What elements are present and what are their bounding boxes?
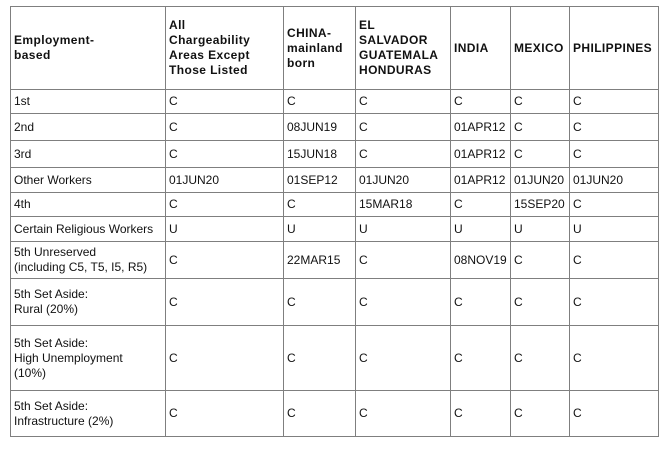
- header-india: INDIA: [451, 7, 511, 90]
- row-category: 2nd: [11, 114, 166, 141]
- cell-mexico: C: [511, 114, 570, 141]
- row-category: Certain Religious Workers: [11, 217, 166, 242]
- cell-mexico: 01JUN20: [511, 168, 570, 193]
- cell-el-salvador-guatemala-honduras: C: [356, 242, 451, 279]
- table-row: [11, 141, 659, 168]
- row-category: 5th Set Aside: High Unemployment (10%): [11, 326, 166, 391]
- cell-el-salvador-guatemala-honduras: C: [356, 141, 451, 168]
- row-category: Other Workers: [11, 168, 166, 193]
- table-row: [11, 217, 659, 242]
- cell-india: C: [451, 90, 511, 114]
- cell-china: 08JUN19: [284, 114, 356, 141]
- cell-all-chargeability: C: [166, 279, 284, 326]
- cell-philippines: U: [570, 217, 659, 242]
- cell-philippines: C: [570, 279, 659, 326]
- cell-china: C: [284, 279, 356, 326]
- header-china: CHINA- mainland born: [284, 7, 356, 90]
- cell-all-chargeability: C: [166, 326, 284, 391]
- row-category: 5th Set Aside: Infrastructure (2%): [11, 391, 166, 437]
- cell-el-salvador-guatemala-honduras: C: [356, 391, 451, 437]
- cell-india: C: [451, 326, 511, 391]
- cell-mexico: C: [511, 242, 570, 279]
- cell-india: 01APR12: [451, 168, 511, 193]
- cell-el-salvador-guatemala-honduras: 15MAR18: [356, 193, 451, 217]
- cell-philippines: C: [570, 242, 659, 279]
- cell-china: 22MAR15: [284, 242, 356, 279]
- cell-philippines: C: [570, 141, 659, 168]
- cell-philippines: C: [570, 114, 659, 141]
- table-row: [11, 168, 659, 193]
- table-row: [11, 114, 659, 141]
- row-category: 5th Unreserved (including C5, T5, I5, R5): [11, 242, 166, 279]
- cell-el-salvador-guatemala-honduras: U: [356, 217, 451, 242]
- cell-all-chargeability: C: [166, 141, 284, 168]
- cell-china: U: [284, 217, 356, 242]
- table-row: [11, 193, 659, 217]
- cell-philippines: C: [570, 193, 659, 217]
- header-row: [11, 7, 659, 90]
- cell-china: C: [284, 391, 356, 437]
- cell-india: C: [451, 279, 511, 326]
- cell-mexico: C: [511, 141, 570, 168]
- cell-india: 01APR12: [451, 114, 511, 141]
- cell-india: 01APR12: [451, 141, 511, 168]
- cell-all-chargeability: C: [166, 114, 284, 141]
- header-mexico: MEXICO: [511, 7, 570, 90]
- cell-india: C: [451, 391, 511, 437]
- cell-all-chargeability: C: [166, 90, 284, 114]
- cell-india: 08NOV19: [451, 242, 511, 279]
- cell-india: C: [451, 193, 511, 217]
- table-row: [11, 90, 659, 114]
- cell-mexico: C: [511, 279, 570, 326]
- header-employment-based: Employment- based: [11, 7, 166, 90]
- cell-philippines: C: [570, 326, 659, 391]
- cell-china: C: [284, 90, 356, 114]
- cell-all-chargeability: C: [166, 391, 284, 437]
- cell-all-chargeability: C: [166, 193, 284, 217]
- cell-mexico: C: [511, 326, 570, 391]
- cell-all-chargeability: U: [166, 217, 284, 242]
- table-row: [11, 326, 659, 391]
- table-row: [11, 242, 659, 279]
- cell-mexico: C: [511, 391, 570, 437]
- cell-mexico: 15SEP20: [511, 193, 570, 217]
- row-category: 4th: [11, 193, 166, 217]
- table-row: [11, 279, 659, 326]
- cell-el-salvador-guatemala-honduras: C: [356, 114, 451, 141]
- cell-el-salvador-guatemala-honduras: C: [356, 279, 451, 326]
- cell-el-salvador-guatemala-honduras: 01JUN20: [356, 168, 451, 193]
- cell-china: C: [284, 193, 356, 217]
- header-philippines: PHILIPPINES: [570, 7, 659, 90]
- visa-bulletin-table: [10, 6, 659, 437]
- cell-philippines: 01JUN20: [570, 168, 659, 193]
- cell-all-chargeability: 01JUN20: [166, 168, 284, 193]
- table-row: [11, 391, 659, 437]
- row-category: 5th Set Aside: Rural (20%): [11, 279, 166, 326]
- row-category: 1st: [11, 90, 166, 114]
- row-category: 3rd: [11, 141, 166, 168]
- cell-mexico: C: [511, 90, 570, 114]
- header-all-chargeability: All Chargeability Areas Except Those Listed: [166, 7, 284, 90]
- cell-el-salvador-guatemala-honduras: C: [356, 90, 451, 114]
- cell-china: 15JUN18: [284, 141, 356, 168]
- cell-all-chargeability: C: [166, 242, 284, 279]
- cell-philippines: C: [570, 391, 659, 437]
- cell-china: C: [284, 326, 356, 391]
- cell-china: 01SEP12: [284, 168, 356, 193]
- cell-india: U: [451, 217, 511, 242]
- cell-mexico: U: [511, 217, 570, 242]
- cell-philippines: C: [570, 90, 659, 114]
- cell-el-salvador-guatemala-honduras: C: [356, 326, 451, 391]
- header-el-salvador-guatemala-honduras: EL SALVADOR GUATEMALA HONDURAS: [356, 7, 451, 90]
